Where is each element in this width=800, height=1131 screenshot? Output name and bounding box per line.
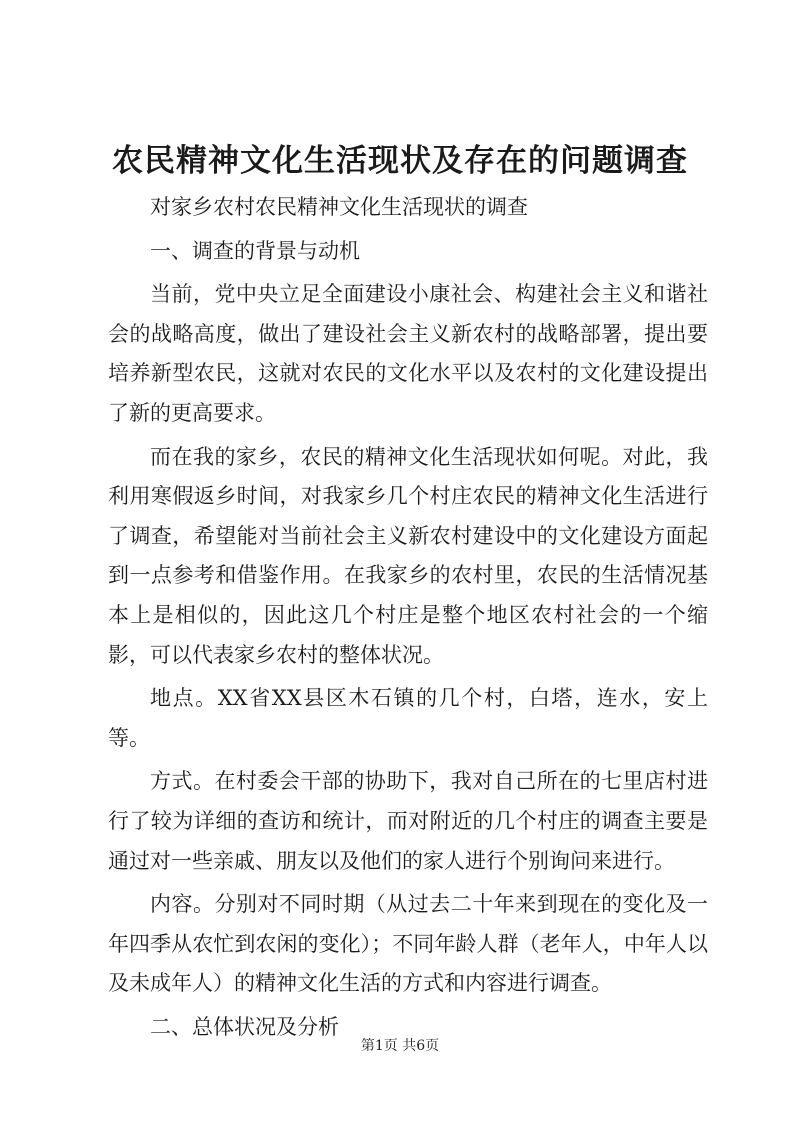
paragraph-location: 地点。XX省XX县区木石镇的几个村，白塔，连水，安上等。 bbox=[108, 686, 708, 750]
paragraph-method: 方式。在村委会干部的协助下，我对自己所在的七里店村进行了较为详细的查访和统计，而对附近的几个村庄的调查主要是通过对一些亲戚、朋友以及他们的家人进行个别询问来进行。 bbox=[108, 769, 708, 873]
section-heading-2: 二、总体状况及分析 bbox=[150, 1014, 339, 1039]
paragraph-hometown: 而在我的家乡，农民的精神文化生活现状如何呢。对此，我利用寒假返乡时间，对我家乡几个村庄农民的精神文化生活进行了调查，希望能对当前社会主义新农村建设中的文化建设方面起到一点参考和借鉴作用。在我家乡的农村里，农民的生活情况基本上是相似的，因此这几个村庄是整个地区农村社会的一个缩影，可以代表家乡农村的整体状况。 bbox=[108, 444, 708, 667]
document-title: 农民精神文化生活现状及存在的问题调查 bbox=[112, 143, 688, 179]
subtitle-paragraph: 对家乡农村农民精神文化生活现状的调查 bbox=[150, 195, 528, 219]
document-body bbox=[108, 188, 708, 1047]
page-indicator: 第1页 共6页 bbox=[360, 1038, 440, 1054]
section-heading-1: 一、调查的背景与动机 bbox=[150, 238, 360, 263]
paragraph-content: 内容。分别对不同时期（从过去二十年来到现在的变化及一年四季从农忙到农闲的变化）；不同年龄人群（老年人，中年人以及未成年人）的精神文化生活的方式和内容进行调查。 bbox=[108, 892, 708, 996]
paragraph-background: 当前，党中央立足全面建设小康社会、构建社会主义和谐社会的战略高度，做出了建设社会主义新农村的战略部署，提出要培养新型农民，这就对农民的文化水平以及农村的文化建设提出了新的更高要求。 bbox=[108, 282, 708, 425]
